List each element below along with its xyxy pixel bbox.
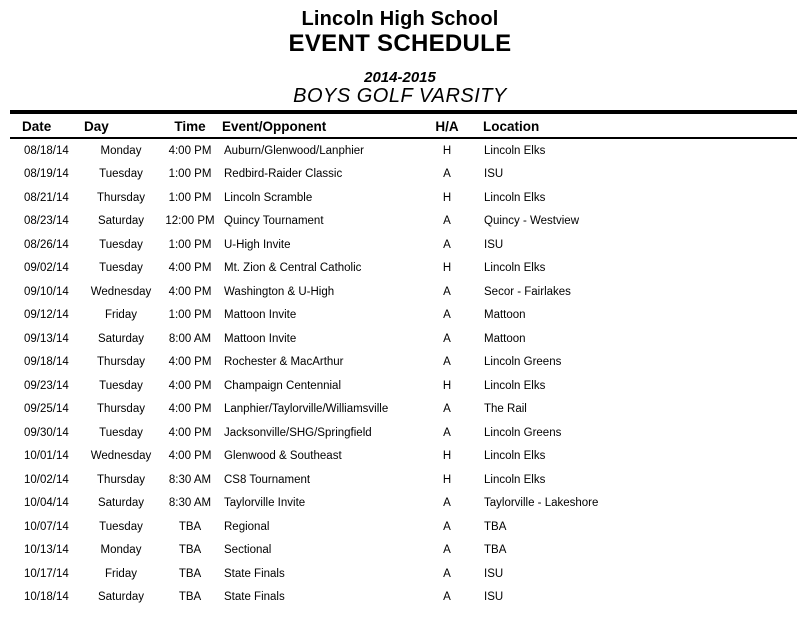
cell-date: 10/17/14	[24, 567, 69, 580]
cell-location: Lincoln Elks	[484, 262, 546, 275]
cell-home-away: H	[442, 262, 452, 275]
cell-event: Lanphier/Taylorville/Williamsville	[224, 403, 389, 416]
table-row	[10, 586, 797, 610]
table-row	[10, 468, 797, 492]
table-row	[10, 280, 797, 304]
cell-date: 08/18/14	[24, 144, 69, 157]
cell-day: Thursday	[97, 403, 145, 416]
cell-location: Mattoon	[484, 332, 526, 345]
cell-event: Redbird-Raider Classic	[224, 168, 343, 181]
cell-location: ISU	[484, 168, 504, 181]
cell-date: 08/26/14	[24, 238, 69, 251]
cell-event: Champaign Centennial	[224, 379, 341, 392]
cell-day: Tuesday	[99, 379, 143, 392]
cell-home-away: A	[443, 285, 451, 298]
cell-location: TBA	[484, 544, 507, 557]
cell-time: 12:00 PM	[165, 215, 215, 228]
cell-time: 4:00 PM	[168, 403, 212, 416]
cell-day: Thursday	[97, 473, 145, 486]
cell-event: Mattoon Invite	[224, 332, 297, 345]
cell-home-away: A	[443, 238, 451, 251]
table-row	[10, 445, 797, 469]
table-row	[10, 138, 797, 163]
table-row	[10, 398, 797, 422]
cell-day: Tuesday	[99, 520, 143, 533]
cell-location: ISU	[484, 238, 504, 251]
cell-date: 09/30/14	[24, 426, 69, 439]
cell-time: 4:00 PM	[168, 379, 212, 392]
cell-event: Mt. Zion & Central Catholic	[224, 262, 362, 275]
cell-time: 1:00 PM	[168, 191, 212, 204]
cell-location: The Rail	[484, 403, 527, 416]
cell-home-away: A	[443, 544, 451, 557]
table-row	[10, 186, 797, 210]
cell-event: Quincy Tournament	[224, 215, 324, 228]
table-row	[10, 351, 797, 375]
table-row	[10, 515, 797, 539]
cell-location: Secor - Fairlakes	[484, 285, 571, 298]
cell-home-away: H	[442, 473, 452, 486]
cell-date: 09/18/14	[24, 356, 69, 369]
cell-day: Saturday	[97, 332, 145, 345]
table-row	[10, 210, 797, 234]
table-row	[10, 233, 797, 257]
cell-date: 09/25/14	[24, 403, 69, 416]
table-header	[10, 112, 797, 138]
table-row	[10, 562, 797, 586]
cell-home-away: A	[443, 567, 451, 580]
cell-day: Saturday	[97, 591, 145, 604]
cell-date: 08/19/14	[24, 168, 69, 181]
cell-event: U-High Invite	[224, 238, 291, 251]
cell-home-away: A	[443, 403, 451, 416]
cell-event: Lincoln Scramble	[224, 191, 313, 204]
cell-event: Jacksonville/SHG/Springfield	[224, 426, 372, 439]
cell-day: Monday	[100, 544, 142, 557]
table-row	[10, 492, 797, 516]
cell-location: Lincoln Elks	[484, 191, 546, 204]
cell-time: 4:00 PM	[168, 262, 212, 275]
cell-event: Taylorville Invite	[224, 497, 306, 510]
cell-time: TBA	[178, 544, 202, 557]
cell-day: Tuesday	[99, 262, 143, 275]
document-title: EVENT SCHEDULE	[288, 30, 512, 57]
cell-time: TBA	[178, 520, 202, 533]
column-header-event: Event/Opponent	[222, 112, 432, 138]
cell-date: 10/01/14	[24, 450, 69, 463]
cell-time: 4:00 PM	[168, 450, 212, 463]
cell-location: Lincoln Elks	[484, 144, 546, 157]
cell-home-away: H	[442, 144, 452, 157]
cell-date: 10/13/14	[24, 544, 69, 557]
table-body	[10, 138, 797, 609]
column-header-date: Date	[10, 112, 84, 138]
cell-day: Wednesday	[90, 285, 152, 298]
cell-home-away: A	[443, 497, 451, 510]
cell-event: Glenwood & Southeast	[224, 450, 342, 463]
cell-location: Lincoln Greens	[484, 356, 562, 369]
table-row	[10, 304, 797, 328]
cell-time: 4:00 PM	[168, 356, 212, 369]
cell-day: Monday	[100, 144, 142, 157]
cell-home-away: H	[442, 379, 452, 392]
cell-date: 08/21/14	[24, 191, 69, 204]
cell-time: 1:00 PM	[168, 309, 212, 322]
table-row	[10, 374, 797, 398]
cell-date: 08/23/14	[24, 215, 69, 228]
cell-home-away: H	[442, 191, 452, 204]
season-years: 2014-2015	[364, 69, 436, 86]
cell-time: TBA	[178, 567, 202, 580]
cell-date: 09/10/14	[24, 285, 69, 298]
cell-location: ISU	[484, 591, 504, 604]
cell-time: 1:00 PM	[168, 168, 212, 181]
cell-home-away: A	[443, 520, 451, 533]
cell-day: Thursday	[97, 356, 145, 369]
cell-event: Sectional	[224, 544, 272, 557]
cell-day: Saturday	[97, 215, 145, 228]
cell-event: CS8 Tournament	[224, 473, 311, 486]
cell-location: Lincoln Elks	[484, 450, 546, 463]
cell-event: Washington & U-High	[224, 285, 335, 298]
cell-day: Friday	[105, 309, 137, 322]
cell-event: Auburn/Glenwood/Lanphier	[224, 144, 365, 157]
cell-time: 4:00 PM	[168, 285, 212, 298]
column-header-ha: H/A	[432, 112, 462, 138]
cell-date: 10/02/14	[24, 473, 69, 486]
cell-home-away: A	[443, 168, 451, 181]
cell-home-away: A	[443, 309, 451, 322]
cell-location: Mattoon	[484, 309, 526, 322]
column-header-time: Time	[158, 112, 222, 138]
cell-day: Friday	[105, 567, 137, 580]
cell-day: Tuesday	[99, 238, 143, 251]
cell-event: Rochester & MacArthur	[224, 356, 344, 369]
cell-date: 10/18/14	[24, 591, 69, 604]
cell-time: 8:30 AM	[168, 497, 212, 510]
cell-day: Thursday	[97, 191, 145, 204]
cell-location: Quincy - Westview	[484, 215, 580, 228]
column-header-day: Day	[84, 112, 158, 138]
cell-day: Saturday	[97, 497, 145, 510]
school-name: Lincoln High School	[301, 8, 499, 30]
cell-location: Lincoln Elks	[484, 379, 546, 392]
cell-time: 4:00 PM	[168, 426, 212, 439]
cell-time: 8:30 AM	[168, 473, 212, 486]
cell-home-away: A	[443, 215, 451, 228]
cell-date: 09/23/14	[24, 379, 69, 392]
table-row	[10, 539, 797, 563]
cell-home-away: A	[443, 426, 451, 439]
cell-location: Lincoln Greens	[484, 426, 562, 439]
cell-day: Tuesday	[99, 426, 143, 439]
schedule-table	[10, 110, 797, 609]
column-header-location: Location	[462, 112, 797, 138]
cell-location: Lincoln Elks	[484, 473, 546, 486]
table-row	[10, 327, 797, 351]
cell-time: 4:00 PM	[168, 144, 212, 157]
cell-time: 8:00 AM	[168, 332, 212, 345]
cell-home-away: A	[443, 332, 451, 345]
cell-time: TBA	[178, 591, 202, 604]
cell-date: 10/04/14	[24, 497, 69, 510]
cell-home-away: A	[443, 356, 451, 369]
cell-event: Regional	[224, 520, 270, 533]
cell-event: State Finals	[224, 567, 285, 580]
cell-location: ISU	[484, 567, 504, 580]
cell-day: Wednesday	[90, 450, 152, 463]
cell-event: Mattoon Invite	[224, 309, 297, 322]
table-row	[10, 421, 797, 445]
table-row	[10, 257, 797, 281]
cell-day: Tuesday	[99, 168, 143, 181]
cell-date: 10/07/14	[24, 520, 69, 533]
cell-location: TBA	[484, 520, 507, 533]
cell-home-away: H	[442, 450, 452, 463]
cell-home-away: A	[443, 591, 451, 604]
team-name: BOYS GOLF VARSITY	[293, 85, 507, 107]
cell-location: Taylorville - Lakeshore	[484, 497, 599, 510]
cell-date: 09/12/14	[24, 309, 69, 322]
cell-event: State Finals	[224, 591, 285, 604]
cell-date: 09/13/14	[24, 332, 69, 345]
title-block	[0, 0, 800, 106]
header-row	[10, 112, 797, 138]
table-row	[10, 163, 797, 187]
cell-time: 1:00 PM	[168, 238, 212, 251]
cell-date: 09/02/14	[24, 262, 69, 275]
